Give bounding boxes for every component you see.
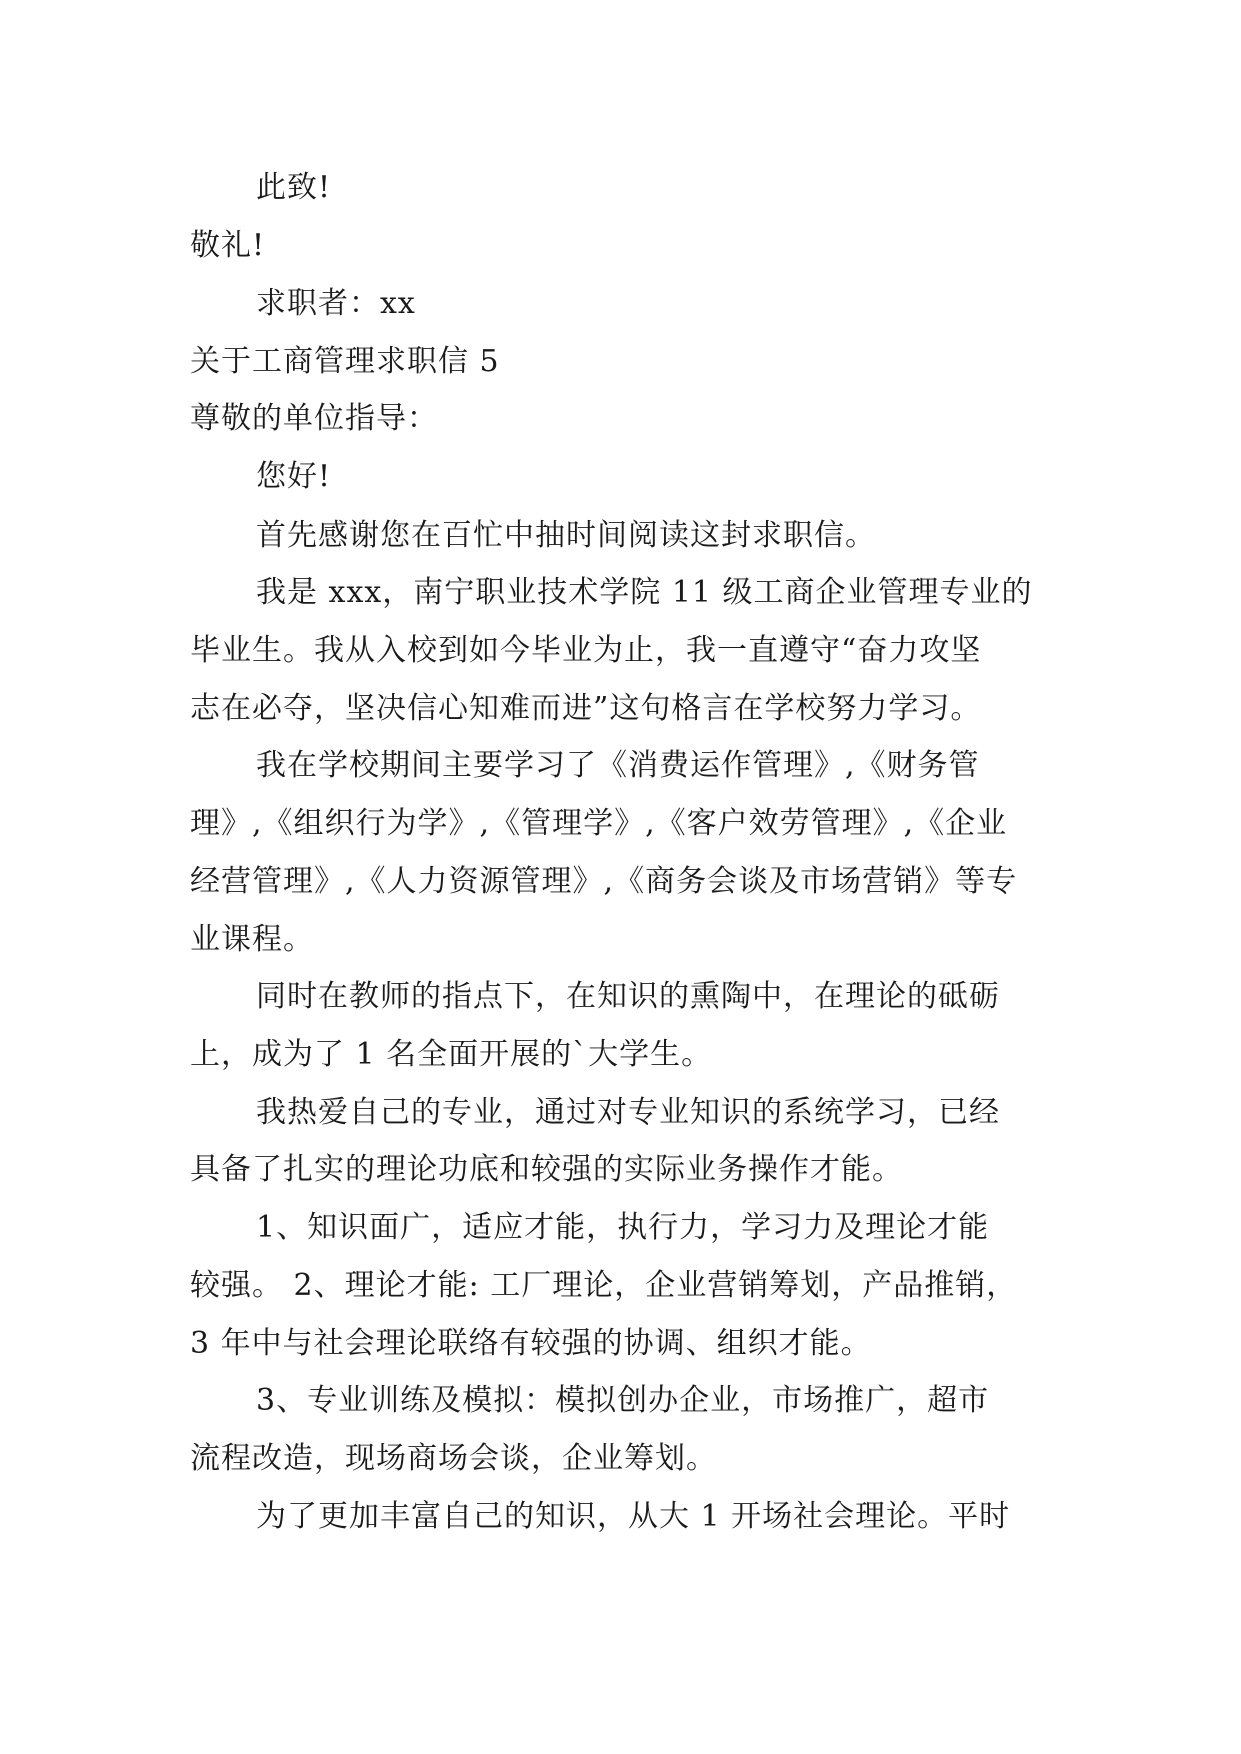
paragraph-line: 业课程。: [190, 922, 314, 957]
paragraph-line: 为了更加丰富自己的知识，从大 1 开场社会理论。平时: [256, 1499, 1011, 1534]
section-title: 关于工商管理求职信 5: [190, 344, 500, 379]
paragraph-line: 经营管理》,《人力资源管理》,《商务会谈及市场营销》等专: [190, 864, 1018, 899]
greeting-line: 尊敬的单位指导：: [190, 401, 438, 436]
paragraph-line: 具备了扎实的理论功底和较强的实际业务操作才能。: [190, 1152, 903, 1187]
hello-line: 您好!: [256, 459, 332, 494]
paragraph-line: 上，成为了 1 名全面开展的`大学生。: [190, 1037, 713, 1072]
paragraph-line: 流程改造，现场商场会谈，企业筹划。: [190, 1441, 717, 1476]
paragraph-line: 首先感谢您在百忙中抽时间阅读这封求职信。: [256, 518, 876, 553]
salutation-line: 敬礼!: [190, 228, 266, 263]
paragraph-line: 1、知识面广，适应才能，执行力，学习力及理论才能: [256, 1210, 990, 1245]
closing-line: 此致!: [256, 170, 332, 205]
paragraph-line: 理》,《组织行为学》,《管理学》,《客户效劳管理》,《企业: [190, 806, 1008, 841]
signature-line: 求职者：xx: [256, 286, 416, 321]
paragraph-line: 3 年中与社会理论联络有较强的协调、组织才能。: [190, 1326, 872, 1361]
paragraph-line: 3、专业训练及模拟：模拟创办企业，市场推广，超市: [256, 1383, 990, 1418]
paragraph-line: 我在学校期间主要学习了《消费运作管理》,《财务管: [256, 748, 980, 783]
paragraph-line: 志在必夺，坚决信心知难而进”这句格言在学校努力学习。: [190, 691, 982, 726]
paragraph-line: 我热爱自己的专业，通过对专业知识的系统学习，已经: [256, 1095, 1000, 1130]
paragraph-line: 同时在教师的指点下，在知识的熏陶中，在理论的砥砺: [256, 979, 1000, 1014]
paragraph-line: 较强。 2、理论才能: 工厂理论，企业营销筹划，产品推销，: [190, 1268, 1018, 1303]
paragraph-line: 我是 xxx，南宁职业技术学院 11 级工商企业管理专业的: [256, 575, 1033, 610]
paragraph-line: 毕业生。我从入校到如今毕业为止，我一直遵守“奋力攻坚: [190, 633, 982, 668]
